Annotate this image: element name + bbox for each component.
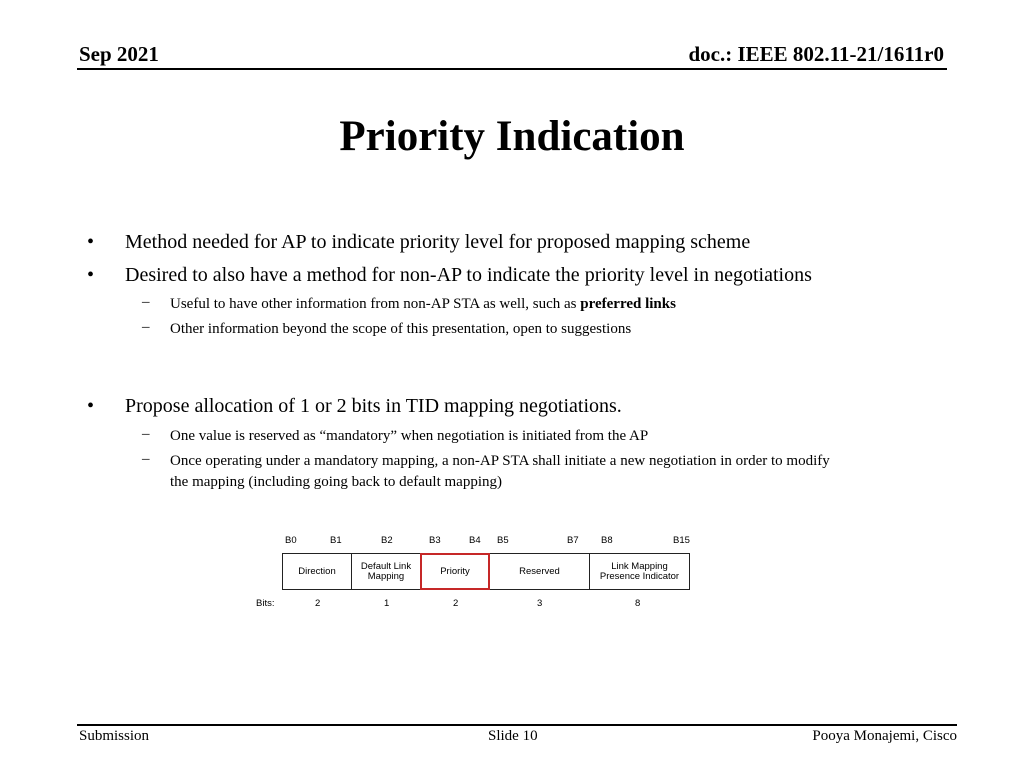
bit-label-b4: B4 xyxy=(469,535,481,546)
footer-author: Pooya Monajemi, Cisco xyxy=(812,728,957,744)
field-label-line-1: Default Link xyxy=(360,560,412,572)
field-reserved: Reserved xyxy=(489,553,590,590)
bullet-text: Desired to also have a method for non-AP to indicate the priority level in negotiations xyxy=(125,264,812,286)
sub-bullet-text xyxy=(170,294,676,315)
bullet-icon: • xyxy=(87,395,95,417)
bullet-icon: • xyxy=(87,231,95,253)
footer-slide-number: Slide 10 xyxy=(488,728,538,744)
dash-icon: – xyxy=(142,451,150,467)
bullet-icon: • xyxy=(87,264,95,286)
footer-submission: Submission xyxy=(79,728,150,744)
field-label-line-1: Link Mapping xyxy=(611,560,668,572)
header-date: Sep 2021 xyxy=(79,42,159,66)
field-priority: Priority xyxy=(420,553,490,590)
dash-icon: – xyxy=(142,319,150,335)
sub-bullet-text-plain: Useful to have other information from non-AP STA as well, such as xyxy=(170,296,581,312)
field-default-link-mapping xyxy=(351,553,421,590)
bullet-text: Method needed for AP to indicate priority level for proposed mapping scheme xyxy=(125,231,751,253)
bit-label-b2: B2 xyxy=(381,535,393,546)
bit-label-b7: B7 xyxy=(567,535,579,546)
bit-label-b1: B1 xyxy=(330,535,342,546)
field-label-line-2: Mapping xyxy=(367,570,405,582)
bit-label-b15: B15 xyxy=(673,535,690,546)
field-direction: Direction xyxy=(282,553,352,590)
sub-bullet-text xyxy=(170,451,830,493)
dash-icon: – xyxy=(142,426,150,442)
bit-label-b0: B0 xyxy=(285,535,297,546)
field-link-mapping-presence-indicator xyxy=(589,553,690,590)
sub-bullet-text: One value is reserved as “mandatory” when negotiation is initiated from the AP xyxy=(170,428,649,444)
sub-bullet-text: Other information beyond the scope of this presentation, open to suggestions xyxy=(170,321,632,337)
bullet-text: Propose allocation of 1 or 2 bits in TID mapping negotiations. xyxy=(125,395,622,417)
bit-label-b8: B8 xyxy=(601,535,613,546)
bit-label-b5: B5 xyxy=(497,535,509,546)
bits-reserved: 3 xyxy=(537,598,543,609)
bits-direction: 2 xyxy=(315,598,321,609)
sub-bullet-line-2: the mapping (including going back to default mapping) xyxy=(170,474,503,490)
bits-link-mapping-presence-indicator: 8 xyxy=(635,598,641,609)
bits-default-link-mapping: 1 xyxy=(384,598,390,609)
dash-icon: – xyxy=(142,294,150,310)
header-divider xyxy=(77,68,947,70)
footer-divider xyxy=(77,724,957,726)
bits-priority: 2 xyxy=(453,598,459,609)
sub-bullet-text-bold: preferred links xyxy=(580,296,676,312)
bit-label-b3: B3 xyxy=(429,535,441,546)
bits-row-label: Bits: xyxy=(256,598,275,609)
tid-field-diagram xyxy=(250,530,710,620)
slide-title: Priority Indication xyxy=(339,113,685,160)
header-doc-id: doc.: IEEE 802.11-21/1611r0 xyxy=(688,42,944,66)
sub-bullet-line-1: Once operating under a mandatory mapping, a non-AP STA shall initiate a new negotiation in order to modify xyxy=(170,453,830,469)
field-label-line-2: Presence Indicator xyxy=(599,570,680,582)
